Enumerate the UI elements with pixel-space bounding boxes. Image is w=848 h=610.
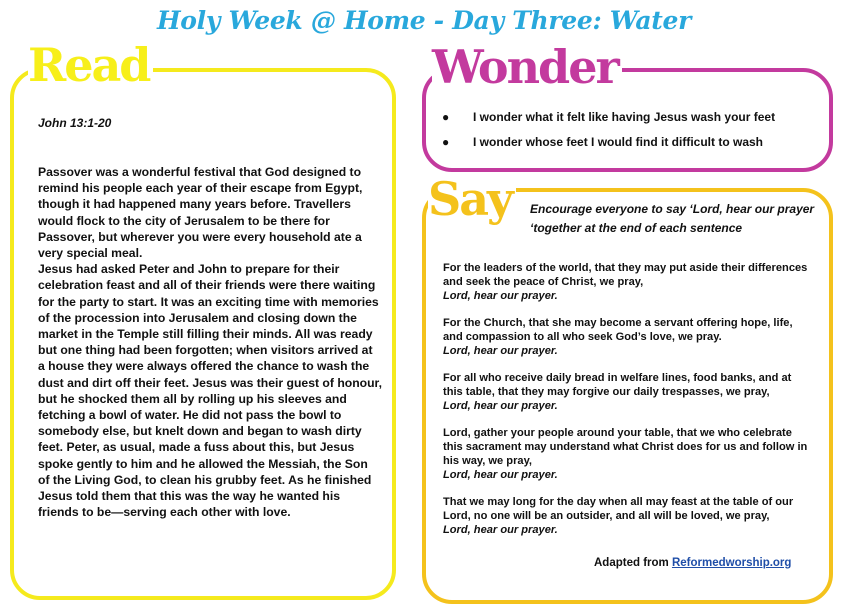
prayer-item [443,261,813,303]
prayer-response: Lord, hear our prayer. [443,345,558,357]
prayer-list [443,261,813,550]
scripture-reference: John 13:1-20 [38,116,112,130]
wonder-list [440,110,775,160]
story-paragraph: Jesus had asked Peter and John to prepare for their celebration feast and all of their friends were there waiting for the party to start. It was an exciting time with memories of the procession into Jerusalem and closing down the market in the Temple still filling their minds. All was ready but one thing had been forgotten; when visitors arrived at a house they were always offered the chance to wash the dust and dirt off their feet. Jesus was their guest of honour, but he shocked them all by rolling up his sleeves and fetching a bowl of water. He did not pass the bowl to somebody else, but knelt down and began to wash dirty feet. Peter, as usual, made a fuss about this, but Jesus spoke gently to him and he allowed the Messiah, the Son of the Living God, to clean his grubby feet. As he finished Jesus told them that this was the way he wanted his friends to be—serving each other with love. [38,262,382,520]
page-title: Holy Week @ Home - Day Three: Water [156,6,692,35]
prayer-response: Lord, hear our prayer. [443,400,558,412]
wonder-item-text: I wonder whose feet I would find it difficult to wash [473,135,763,149]
story-paragraph: Passover was a wonderful festival that God designed to remind his people each year of their escape from Egypt, though it had happened many years before. Travellers would flock to the city of Jerusalem to be there for Passover, but wherever you were every household ate a very special meal. [38,165,363,261]
prayer-text: For the Church, that she may become a servant offering hope, life, and compassion to all who seek God’s love, we pray. [443,317,793,343]
prayer-text: For all who receive daily bread in welfare lines, food banks, and at this table, that they may forgive our daily trespasses, we pray, [443,372,792,398]
say-heading: Say [428,176,516,222]
bullet-icon: ● [442,110,450,124]
wonder-item-text: I wonder what it felt like having Jesus wash your feet [473,110,776,124]
prayer-item [443,316,813,358]
read-heading: Read [28,42,153,88]
prayer-text: Lord, gather your people around your table, that we who celebrate this sacrament may understand what Christ does for us and follow in his way, we pray, [443,427,808,467]
read-story [38,164,382,520]
prayer-response: Lord, hear our prayer. [443,290,558,302]
reformedworship-link[interactable]: Reformedworship.org [671,557,792,569]
bullet-icon: ● [442,135,450,149]
prayer-text: For the leaders of the world, that they may put aside their differences and seek the peace of Christ, we pray, [443,262,808,288]
prayer-response: Lord, hear our prayer. [443,524,558,536]
prayer-item [443,426,813,482]
credit-prefix: Adapted from [594,557,669,569]
prayer-response: Lord, hear our prayer. [443,469,558,481]
wonder-heading: Wonder [432,44,622,90]
prayer-item [443,495,813,537]
prayer-item [443,371,813,413]
wonder-item [440,135,775,150]
say-instruction: Encourage everyone to say ‘Lord, hear our prayer ‘together at the end of each sentence [530,202,815,235]
source-credit [594,557,791,569]
prayer-text: That we may long for the day when all may feast at the table of our Lord, no one will be an outsider, and all will be loved, we pray, [443,496,794,522]
wonder-item [440,110,775,125]
